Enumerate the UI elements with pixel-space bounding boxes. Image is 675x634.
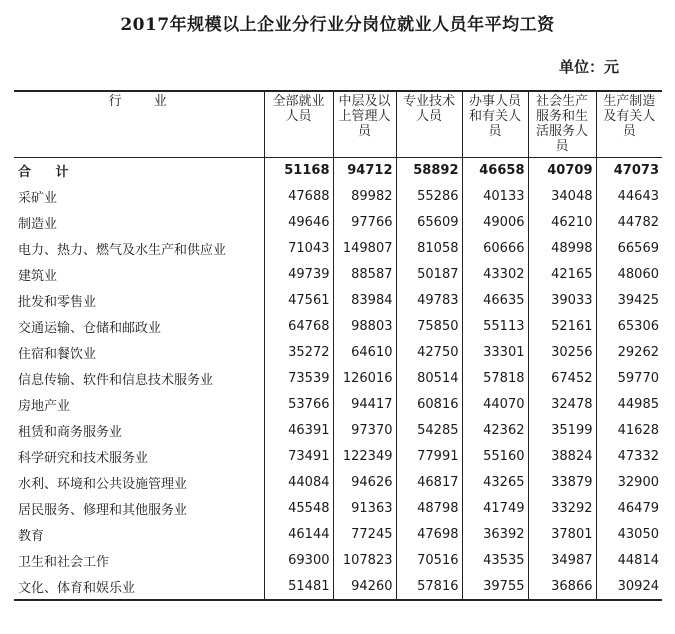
wage-value-cell: 77991: [396, 443, 462, 469]
header-production-workers: 生产制造及有关人员: [596, 91, 662, 158]
wage-value-cell: 60816: [396, 391, 462, 417]
wage-value-cell: 43302: [462, 261, 528, 287]
wage-value-cell: 46479: [596, 495, 662, 521]
wage-value-cell: 77245: [333, 521, 396, 547]
wage-value-cell: 45548: [264, 495, 333, 521]
wage-value-cell: 41749: [462, 495, 528, 521]
wage-value-cell: 54285: [396, 417, 462, 443]
wage-value-cell: 73491: [264, 443, 333, 469]
wage-value-cell: 42362: [462, 417, 528, 443]
wage-value-cell: 51168: [264, 158, 333, 184]
wage-value-cell: 35199: [528, 417, 596, 443]
wage-table: [14, 90, 662, 601]
industry-name-cell: 水利、环境和公共设施管理业: [18, 476, 188, 492]
header-professionals: 专业技术人员: [396, 91, 462, 158]
wage-value-cell: 46210: [528, 209, 596, 235]
wage-value-cell: 107823: [333, 547, 396, 573]
table-row: [14, 209, 662, 235]
industry-name-cell: 交通运输、仓储和邮政业: [18, 320, 162, 336]
industry-name-cell: 电力、热力、燃气及水生产和供应业: [18, 242, 227, 258]
wage-value-cell: 89982: [333, 183, 396, 209]
industry-name-cell: 采矿业: [18, 190, 58, 206]
wage-value-cell: 97370: [333, 417, 396, 443]
wage-value-cell: 64768: [264, 313, 333, 339]
wage-value-cell: 58892: [396, 158, 462, 184]
wage-value-cell: 32478: [528, 391, 596, 417]
header-all-employees: 全部就业人员: [264, 91, 333, 158]
wage-value-cell: 97766: [333, 209, 396, 235]
wage-value-cell: 38824: [528, 443, 596, 469]
table-body: [14, 158, 662, 601]
wage-value-cell: 122349: [333, 443, 396, 469]
table-row: [14, 235, 662, 261]
unit-label: 单位：元: [558, 58, 619, 76]
wage-value-cell: 47561: [264, 287, 333, 313]
wage-value-cell: 32900: [596, 469, 662, 495]
wage-value-cell: 49783: [396, 287, 462, 313]
table-row: [14, 573, 662, 600]
wage-value-cell: 91363: [333, 495, 396, 521]
industry-name-cell: 房地产业: [18, 398, 71, 414]
industry-name-cell: 居民服务、修理和其他服务业: [18, 502, 188, 518]
wage-value-cell: 44814: [596, 547, 662, 573]
wage-value-cell: 44084: [264, 469, 333, 495]
industry-name-cell: 教育: [18, 528, 45, 544]
wage-value-cell: 55286: [396, 183, 462, 209]
wage-value-cell: 35272: [264, 339, 333, 365]
header-row: [14, 91, 662, 158]
wage-value-cell: 149807: [333, 235, 396, 261]
table-row: [14, 287, 662, 313]
table-row: [14, 339, 662, 365]
wage-value-cell: 30924: [596, 573, 662, 600]
wage-value-cell: 39425: [596, 287, 662, 313]
total-row: [14, 158, 662, 184]
wage-value-cell: 53766: [264, 391, 333, 417]
wage-value-cell: 47073: [596, 158, 662, 184]
wage-value-cell: 42165: [528, 261, 596, 287]
wage-value-cell: 41628: [596, 417, 662, 443]
wage-value-cell: 44782: [596, 209, 662, 235]
wage-value-cell: 64610: [333, 339, 396, 365]
wage-value-cell: 80514: [396, 365, 462, 391]
table-row: [14, 391, 662, 417]
industry-name-cell: 信息传输、软件和信息技术服务业: [18, 372, 214, 388]
table-row: [14, 313, 662, 339]
table-row: [14, 443, 662, 469]
wage-value-cell: 48998: [528, 235, 596, 261]
wage-value-cell: 33879: [528, 469, 596, 495]
wage-value-cell: 47698: [396, 521, 462, 547]
wage-value-cell: 44985: [596, 391, 662, 417]
table-row: [14, 521, 662, 547]
wage-value-cell: 94712: [333, 158, 396, 184]
table-row: [14, 261, 662, 287]
wage-value-cell: 33301: [462, 339, 528, 365]
wage-value-cell: 37801: [528, 521, 596, 547]
header-managers: 中层及以上管理人员: [333, 91, 396, 158]
industry-name-cell: 批发和零售业: [18, 294, 97, 310]
industry-name-cell: 住宿和餐饮业: [18, 346, 97, 362]
wage-value-cell: 51481: [264, 573, 333, 600]
wage-value-cell: 34987: [528, 547, 596, 573]
table-row: [14, 469, 662, 495]
wage-value-cell: 88587: [333, 261, 396, 287]
wage-value-cell: 34048: [528, 183, 596, 209]
wage-value-cell: 55113: [462, 313, 528, 339]
table-row: [14, 365, 662, 391]
wage-value-cell: 40709: [528, 158, 596, 184]
wage-value-cell: 49646: [264, 209, 333, 235]
wage-value-cell: 43265: [462, 469, 528, 495]
wage-value-cell: 81058: [396, 235, 462, 261]
table-row: [14, 495, 662, 521]
wage-value-cell: 94417: [333, 391, 396, 417]
wage-value-cell: 47688: [264, 183, 333, 209]
industry-name-cell: 合 计: [18, 165, 79, 180]
wage-value-cell: 75850: [396, 313, 462, 339]
table-title: 2017年规模以上企业分行业分岗位就业人员年平均工资: [120, 15, 555, 35]
table-row: [14, 183, 662, 209]
wage-value-cell: 44643: [596, 183, 662, 209]
table-row: [14, 417, 662, 443]
wage-value-cell: 42750: [396, 339, 462, 365]
wage-value-cell: 29262: [596, 339, 662, 365]
wage-value-cell: 83984: [333, 287, 396, 313]
wage-value-cell: 126016: [333, 365, 396, 391]
header-service-workers: 社会生产服务和生活服务人员: [528, 91, 596, 158]
wage-value-cell: 46391: [264, 417, 333, 443]
wage-value-cell: 57818: [462, 365, 528, 391]
industry-name-cell: 租赁和商务服务业: [18, 424, 123, 440]
wage-value-cell: 46635: [462, 287, 528, 313]
wage-value-cell: 49006: [462, 209, 528, 235]
wage-value-cell: 94260: [333, 573, 396, 600]
wage-value-cell: 59770: [596, 365, 662, 391]
wage-value-cell: 39033: [528, 287, 596, 313]
wage-value-cell: 98803: [333, 313, 396, 339]
wage-value-cell: 43535: [462, 547, 528, 573]
wage-value-cell: 66569: [596, 235, 662, 261]
wage-value-cell: 36392: [462, 521, 528, 547]
wage-value-cell: 44070: [462, 391, 528, 417]
wage-value-cell: 55160: [462, 443, 528, 469]
industry-name-cell: 科学研究和技术服务业: [18, 450, 149, 466]
industry-name-cell: 建筑业: [18, 268, 58, 284]
wage-value-cell: 48060: [596, 261, 662, 287]
industry-name-cell: 文化、体育和娱乐业: [14, 573, 264, 600]
table-row: [14, 547, 662, 573]
wage-value-cell: 48798: [396, 495, 462, 521]
wage-value-cell: 69300: [264, 547, 333, 573]
wage-value-cell: 36866: [528, 573, 596, 600]
wage-value-cell: 40133: [462, 183, 528, 209]
header-clerks: 办事人员和有关人员: [462, 91, 528, 158]
wage-value-cell: 39755: [462, 573, 528, 600]
wage-value-cell: 65609: [396, 209, 462, 235]
industry-name-cell: 卫生和社会工作: [18, 554, 110, 570]
wage-value-cell: 52161: [528, 313, 596, 339]
wage-value-cell: 57816: [396, 573, 462, 600]
wage-value-cell: 65306: [596, 313, 662, 339]
industry-name-cell: 制造业: [18, 216, 58, 232]
wage-value-cell: 67452: [528, 365, 596, 391]
wage-value-cell: 46658: [462, 158, 528, 184]
wage-value-cell: 49739: [264, 261, 333, 287]
wage-value-cell: 50187: [396, 261, 462, 287]
wage-value-cell: 70516: [396, 547, 462, 573]
wage-value-cell: 30256: [528, 339, 596, 365]
wage-value-cell: 73539: [264, 365, 333, 391]
wage-value-cell: 46817: [396, 469, 462, 495]
wage-value-cell: 47332: [596, 443, 662, 469]
wage-value-cell: 33292: [528, 495, 596, 521]
wage-value-cell: 46144: [264, 521, 333, 547]
wage-value-cell: 71043: [264, 235, 333, 261]
wage-value-cell: 43050: [596, 521, 662, 547]
header-industry: 行 业: [14, 91, 264, 158]
wage-value-cell: 60666: [462, 235, 528, 261]
wage-value-cell: 94626: [333, 469, 396, 495]
